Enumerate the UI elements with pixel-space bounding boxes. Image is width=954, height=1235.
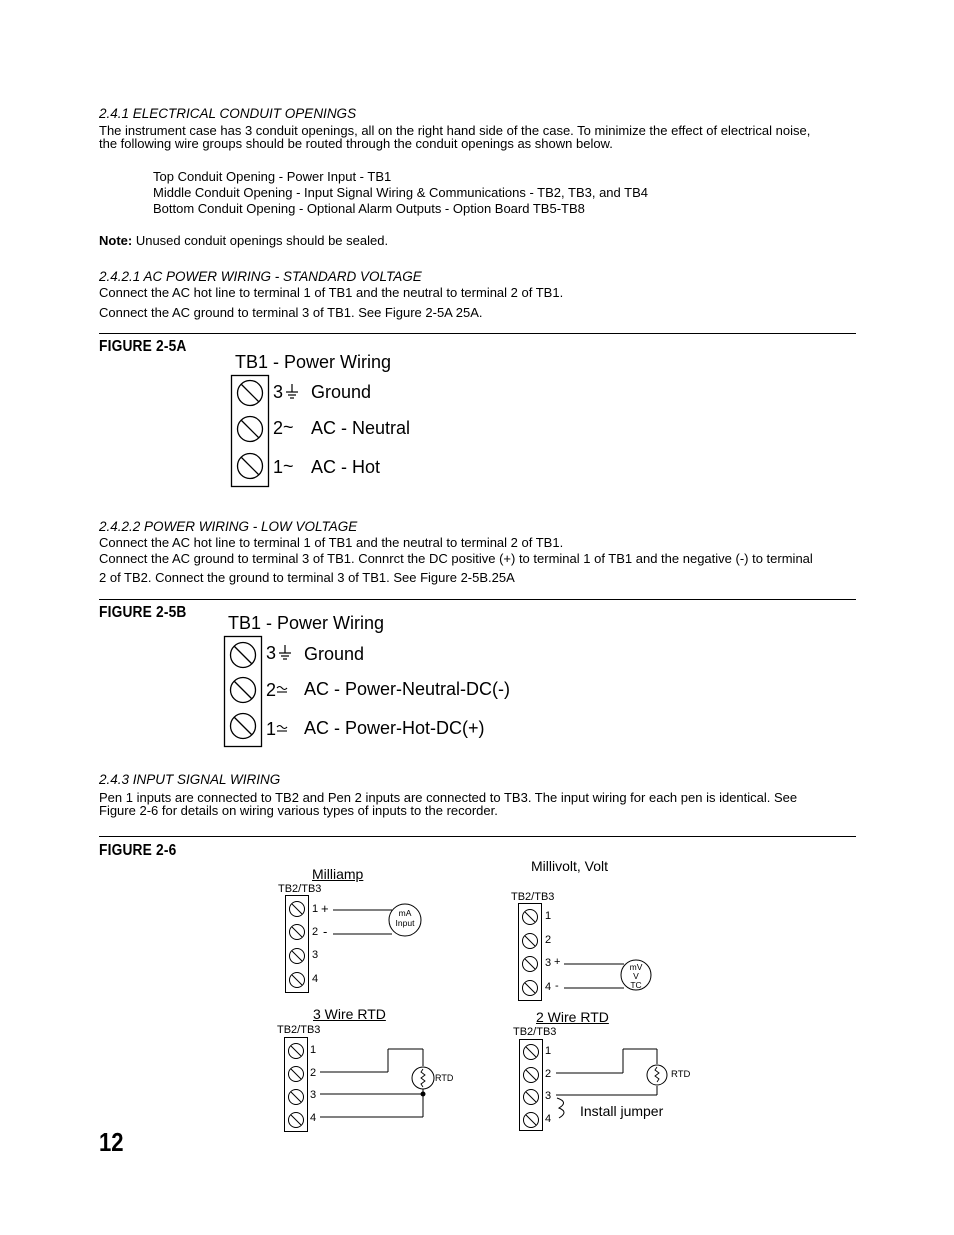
- plus-sign: +: [554, 956, 561, 968]
- terminal-block-label: TB2/TB3: [277, 1024, 321, 1036]
- terminal-block-label: TB2/TB3: [278, 883, 322, 895]
- terminal-block-label: TB2/TB3: [511, 891, 555, 903]
- paragraph-line: Pen 1 inputs are connected to TB2 and Pen 2 inputs are connected to TB3. The input wiring for each pen is identical. See: [99, 790, 798, 805]
- mv-tc-input-icon: [621, 960, 651, 990]
- millivolt-title: Millivolt, Volt: [531, 858, 609, 874]
- terminal-number: 2: [310, 1067, 317, 1079]
- note-text: Unused conduit openings should be sealed.: [132, 233, 389, 248]
- terminal-number: 1: [545, 1045, 552, 1057]
- figure-label-2-5a: FIGURE 2-5A: [99, 338, 187, 355]
- milliamp-title: Milliamp: [312, 866, 364, 882]
- terminal-block-rtd2: [520, 1040, 668, 1131]
- terminal-number: 4: [545, 1113, 552, 1125]
- rtd-label: RTD: [435, 1073, 454, 1083]
- terminal-number: 3: [310, 1089, 317, 1101]
- list-item: Top Conduit Opening - Power Input - TB1: [153, 169, 392, 184]
- jumper-icon: [557, 1098, 564, 1118]
- screw-icon: [289, 1044, 304, 1059]
- screw-icon: [231, 678, 256, 703]
- screw-icon: [238, 381, 263, 406]
- minus-sign: -: [555, 980, 559, 992]
- plus-sign: +: [321, 901, 329, 916]
- terminal-block-rtd3: [285, 1038, 435, 1132]
- terminal-number: 1: [273, 457, 284, 477]
- paragraph-line: Connect the AC hot line to terminal 1 of TB1 and the neutral to terminal 2 of TB1.: [99, 535, 564, 550]
- paragraph-line: The instrument case has 3 conduit openings, all on the right hand side of the case. To minimize the effect of electrical noise,: [99, 123, 811, 138]
- device-label: mA: [398, 908, 412, 918]
- device-label: mV: [629, 962, 643, 972]
- page-number: 12: [99, 1127, 124, 1157]
- screw-icon: [231, 643, 256, 668]
- paragraph-line: Connect the AC ground to terminal 3 of TB1. See Figure 2-5A 25A.: [99, 305, 483, 320]
- screw-icon: [524, 1090, 539, 1105]
- ground-icon: [279, 645, 291, 659]
- terminal-number: 1: [545, 910, 552, 922]
- rtd-label: RTD: [671, 1069, 691, 1080]
- terminal-label-ground: Ground: [304, 644, 365, 664]
- section-heading-2-4-3: 2.4.3 INPUT SIGNAL WIRING: [99, 772, 281, 787]
- terminal-block-tb1-5a: [232, 376, 269, 487]
- screw-icon: [523, 910, 538, 925]
- screw-icon: [231, 714, 256, 739]
- figure-label-2-5b: FIGURE 2-5B: [99, 604, 187, 621]
- screw-icon: [523, 934, 538, 949]
- jumper-note: Install jumper: [580, 1103, 664, 1119]
- figure-label-2-6: FIGURE 2-6: [99, 842, 177, 859]
- screw-icon: [238, 454, 263, 479]
- ma-input-icon: [389, 904, 421, 936]
- screw-icon: [524, 1113, 539, 1128]
- terminal-block-tb1-5b: [225, 637, 262, 747]
- terminal-number: 1: [310, 1044, 317, 1056]
- list-item: Bottom Conduit Opening - Optional Alarm Outputs - Option Board TB5-TB8: [153, 201, 585, 216]
- terminal-label-neutral-dc: AC - Power-Neutral-DC(-): [304, 679, 511, 699]
- terminal-number: 1: [312, 903, 319, 915]
- terminal-number: 2: [545, 934, 552, 946]
- terminal-number: 1: [266, 719, 277, 739]
- paragraph-line: Figure 2-6 for details on wiring various types of inputs to the recorder.: [99, 803, 498, 818]
- terminal-number: 4: [545, 981, 552, 993]
- screw-icon: [524, 1068, 539, 1083]
- section-heading-2-4-2-2: 2.4.2.2 POWER WIRING - LOW VOLTAGE: [99, 519, 358, 534]
- paragraph-line: Connect the AC ground to terminal 3 of TB1. Connrct the DC positive (+) to terminal 1 of TB1 and the negative (-) to terminal: [99, 551, 813, 566]
- terminal-number: 2: [266, 680, 277, 700]
- screw-icon: [289, 1113, 304, 1128]
- screw-icon: [524, 1045, 539, 1060]
- terminal-number: 4: [312, 973, 319, 985]
- rtd-icon: [412, 1067, 434, 1089]
- paragraph-line: Connect the AC hot line to terminal 1 of TB1 and the neutral to terminal 2 of TB1.: [99, 285, 564, 300]
- section-heading-2-4-2-1: 2.4.2.1 AC POWER WIRING - STANDARD VOLTAGE: [99, 269, 422, 284]
- screw-icon: [523, 981, 538, 996]
- note-label: Note:: [99, 233, 133, 248]
- screw-icon: [290, 925, 305, 940]
- rtd3-title: 3 Wire RTD: [313, 1006, 386, 1022]
- section-heading-2-4-1: 2.4.1 ELECTRICAL CONDUIT OPENINGS: [99, 106, 357, 121]
- ground-icon: [286, 384, 298, 398]
- terminal-label-ground: Ground: [311, 382, 372, 402]
- screw-icon: [523, 957, 538, 972]
- rtd2-title: 2 Wire RTD: [536, 1009, 609, 1025]
- list-item: Middle Conduit Opening - Input Signal Wiring & Communications - TB2, TB3, and TB4: [153, 185, 648, 200]
- terminal-number: 2: [273, 418, 284, 438]
- terminal-number: 4: [310, 1112, 317, 1124]
- minus-sign: -: [323, 924, 328, 939]
- paragraph-line: 2 of TB2. Connect the ground to terminal 3 of TB1. See Figure 2-5B.25A: [99, 570, 515, 585]
- terminal-block-label: TB2/TB3: [513, 1026, 557, 1038]
- screw-icon: [290, 973, 305, 988]
- terminal-number: 3: [266, 643, 277, 663]
- device-label: TC: [630, 980, 642, 990]
- junction-dot: [421, 1092, 426, 1097]
- screw-icon: [289, 1067, 304, 1082]
- terminal-label-neutral: AC - Neutral: [311, 418, 411, 438]
- figure-title: TB1 - Power Wiring: [235, 352, 392, 372]
- terminal-label-hot: AC - Hot: [311, 457, 381, 477]
- terminal-block-milliamp: [286, 896, 422, 993]
- paragraph-line: the following wire groups should be routed through the conduit openings as shown below.: [99, 136, 613, 151]
- terminal-number: 3: [312, 949, 319, 961]
- terminal-number: 3: [545, 957, 552, 969]
- screw-icon: [238, 417, 263, 442]
- terminal-number: 2: [545, 1068, 552, 1080]
- device-label: Input: [395, 918, 415, 928]
- screw-icon: [290, 902, 305, 917]
- terminal-block-millivolt: [519, 904, 652, 1001]
- terminal-number: 3: [273, 382, 284, 402]
- screw-icon: [289, 1090, 304, 1105]
- terminal-label-hot-dc: AC - Power-Hot-DC(+): [304, 718, 485, 738]
- device-label: V: [633, 971, 639, 981]
- screw-icon: [290, 949, 305, 964]
- terminal-number: 2: [312, 926, 319, 938]
- figure-title: TB1 - Power Wiring: [228, 613, 385, 633]
- ac-dc-icon: [277, 687, 287, 732]
- ac-tilde-icon: ~: [283, 417, 294, 437]
- ac-tilde-icon: ~: [283, 456, 294, 476]
- terminal-number: 3: [545, 1090, 552, 1102]
